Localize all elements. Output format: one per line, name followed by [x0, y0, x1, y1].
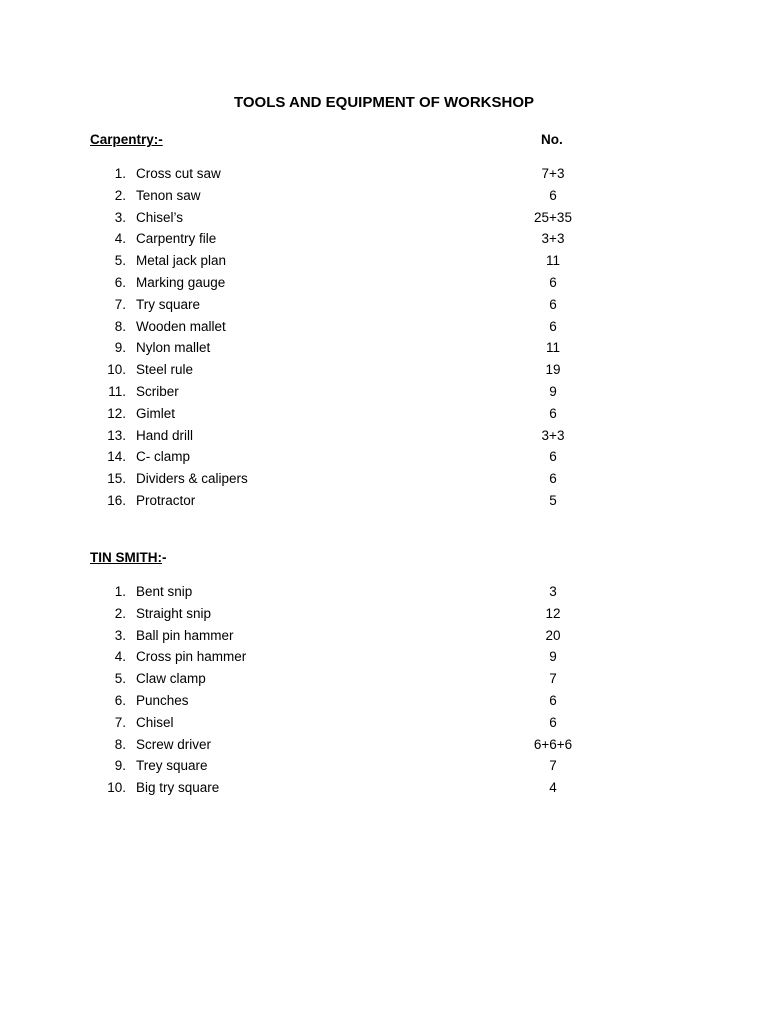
item-quantity: 6 — [549, 318, 557, 334]
item-quantity: 4 — [549, 780, 557, 796]
tin-smith-heading-label: TIN SMITH: — [90, 550, 162, 565]
item-name: Metal jack plan — [136, 253, 227, 269]
list-item — [0, 493, 768, 513]
list-item — [0, 471, 768, 491]
item-name: Chisel’s — [136, 209, 184, 225]
item-name: Scriber — [136, 384, 179, 399]
item-quantity: 3+3 — [541, 427, 565, 443]
item-quantity: 6 — [549, 449, 557, 465]
item-name: C- clamp — [136, 449, 191, 465]
list-item — [0, 319, 768, 339]
item-number: 15. — [107, 471, 126, 487]
item-name: Straight snip — [136, 605, 212, 621]
item-quantity: 25+35 — [534, 209, 572, 225]
item-name: Protractor — [136, 493, 196, 508]
item-number: 1. — [114, 166, 126, 181]
item-number: 6. — [114, 275, 126, 290]
list-item — [0, 362, 768, 382]
item-name: Try square — [136, 296, 201, 312]
list-item — [0, 384, 768, 404]
item-quantity: 5 — [549, 493, 557, 508]
item-number: 13. — [107, 427, 126, 443]
item-quantity: 9 — [549, 384, 557, 399]
list-item — [0, 210, 768, 230]
list-item — [0, 715, 768, 735]
item-name: Steel rule — [136, 362, 194, 378]
list-item — [0, 406, 768, 426]
quantity-column-heading: No. — [541, 132, 563, 147]
item-number: 7. — [114, 296, 126, 312]
item-quantity: 6 — [549, 405, 557, 421]
tin-smith-heading — [90, 550, 167, 565]
list-item — [0, 671, 768, 691]
list-item — [0, 758, 768, 778]
item-name: Hand drill — [136, 427, 194, 443]
item-quantity: 6 — [549, 187, 557, 203]
item-quantity: 11 — [545, 340, 560, 356]
item-number: 10. — [107, 362, 126, 378]
item-number: 8. — [114, 318, 126, 334]
item-name: Punches — [136, 693, 189, 708]
list-item — [0, 231, 768, 251]
item-name: Bent snip — [136, 584, 193, 599]
item-number: 1. — [114, 584, 126, 599]
item-number: 7. — [114, 714, 126, 730]
item-quantity: 6 — [549, 693, 557, 708]
item-quantity: 3 — [549, 584, 557, 599]
item-quantity: 7 — [549, 758, 557, 774]
item-name: Claw clamp — [136, 671, 206, 687]
list-item — [0, 188, 768, 208]
list-item — [0, 780, 768, 800]
page-title: TOOLS AND EQUIPMENT OF WORKSHOP — [233, 94, 534, 111]
item-number: 2. — [114, 605, 126, 621]
list-item — [0, 693, 768, 713]
item-quantity: 6 — [549, 296, 557, 312]
item-quantity: 11 — [545, 253, 560, 269]
item-number: 9. — [114, 340, 126, 356]
item-quantity: 6 — [549, 714, 557, 730]
item-number: 3. — [114, 209, 126, 225]
tin-smith-heading-suffix: - — [162, 550, 167, 565]
item-quantity: 9 — [549, 649, 557, 665]
item-number: 10. — [107, 780, 126, 796]
item-number: 3. — [114, 627, 126, 643]
item-number: 5. — [114, 253, 126, 269]
item-quantity: 12 — [545, 605, 561, 621]
item-name: Dividers & calipers — [136, 471, 248, 487]
list-item — [0, 649, 768, 669]
item-quantity: 3+3 — [541, 231, 565, 247]
item-name: Cross cut saw — [136, 166, 221, 181]
list-item — [0, 253, 768, 273]
carpentry-heading: Carpentry:- — [90, 132, 163, 147]
item-number: 4. — [114, 231, 126, 247]
item-quantity: 6+6+6 — [533, 736, 573, 752]
item-quantity: 6 — [549, 275, 557, 290]
item-name: Wooden mallet — [136, 318, 226, 334]
item-name: Chisel — [136, 714, 174, 730]
item-number: 14. — [107, 449, 126, 465]
list-item — [0, 340, 768, 360]
item-number: 8. — [114, 736, 126, 752]
item-number: 9. — [114, 758, 126, 774]
item-number: 11. — [108, 384, 126, 399]
item-quantity: 20 — [545, 627, 561, 643]
item-quantity: 7+3 — [541, 166, 565, 181]
list-item — [0, 166, 768, 186]
list-item — [0, 297, 768, 317]
item-number: 5. — [114, 671, 126, 687]
item-name: Big try square — [136, 780, 220, 796]
item-name: Ball pin hammer — [136, 627, 234, 643]
item-name: Screw driver — [136, 736, 212, 752]
item-quantity: 19 — [545, 362, 561, 378]
item-name: Cross pin hammer — [136, 649, 247, 665]
list-item — [0, 275, 768, 295]
item-number: 12. — [107, 405, 126, 421]
list-item — [0, 628, 768, 648]
item-number: 6. — [114, 693, 126, 708]
item-name: Gimlet — [136, 405, 176, 421]
list-item — [0, 428, 768, 448]
item-quantity: 7 — [549, 671, 557, 687]
item-name: Nylon mallet — [136, 340, 211, 356]
item-quantity: 6 — [549, 471, 557, 487]
item-number: 2. — [114, 187, 126, 203]
item-name: Marking gauge — [136, 275, 226, 290]
list-item — [0, 449, 768, 469]
item-number: 16. — [107, 493, 126, 508]
list-item — [0, 606, 768, 626]
list-item — [0, 584, 768, 604]
item-name: Tenon saw — [136, 187, 201, 203]
item-name: Trey square — [136, 758, 208, 774]
item-number: 4. — [114, 649, 126, 665]
item-name: Carpentry file — [136, 231, 217, 247]
list-item — [0, 737, 768, 757]
